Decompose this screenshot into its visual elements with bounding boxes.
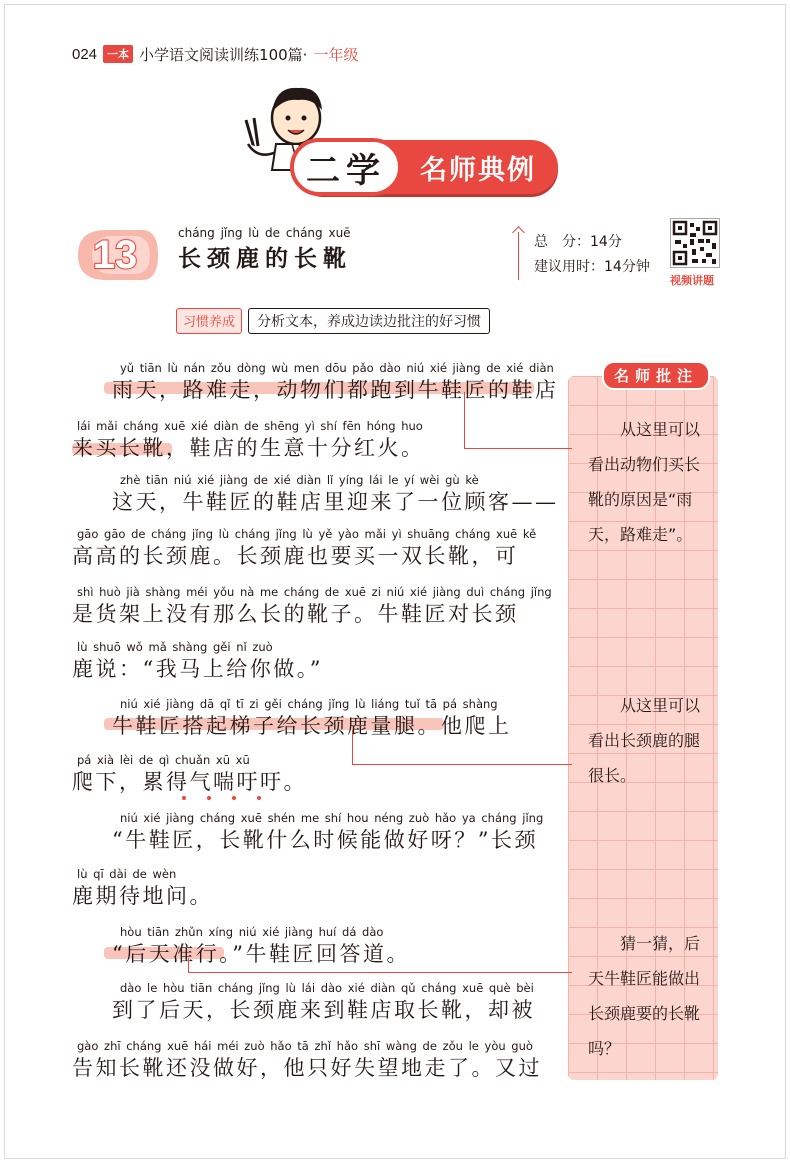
text-line: 告知长靴还没做好，他只好失望地走了。又过 [72, 1056, 542, 1080]
pinyin-line: shì huò jià shàng méi yǒu nà me cháng de xuē zi niú xié jiàng duì cháng jǐng [77, 585, 552, 599]
text-line: “牛鞋匠，长靴什么时候能做好呀？”长颈 [112, 828, 538, 852]
connector-line [352, 764, 572, 765]
text-line: 高高的长颈鹿。长颈鹿也要买一双长靴，可 [72, 544, 519, 568]
pinyin-line: lù shuō wǒ mǎ shàng gěi nǐ zuò [77, 640, 273, 654]
pinyin-line: gào zhī cháng xuē hái méi zuò hǎo tā zhǐ hǎo shī wàng de zǒu le yòu guò [77, 1039, 533, 1053]
pinyin-line: zhè tiān niú xié jiàng de xié diàn lǐ yíng lái le yí wèi gù kè [120, 473, 479, 487]
emphasis-dot [182, 796, 186, 800]
connector-line [188, 972, 572, 973]
qr-code-icon[interactable] [670, 218, 720, 268]
section-title: 名师典例 [420, 154, 536, 186]
title-pinyin: cháng jǐng lù de cháng xuē [178, 226, 351, 240]
notes-title [596, 362, 716, 388]
text-line: 鹿说：“我马上给你做。” [72, 657, 323, 681]
text-line: 牛鞋匠搭起梯子给长颈鹿量腿。他爬上 [112, 714, 512, 738]
emphasis-dot [207, 796, 211, 800]
text-line: “后天准行。”牛鞋匠回答道。 [112, 942, 410, 966]
brand-badge: 一本 [103, 45, 133, 63]
lesson-number-badge [72, 226, 162, 284]
suggested-time: 建议用时：14分钟 [534, 259, 650, 275]
pinyin-line: hòu tiān zhǔn xíng niú xié jiàng huí dá dào [120, 925, 384, 939]
habit-tag: 习惯养成 [176, 308, 242, 334]
grade-label: 一年级 [313, 45, 359, 64]
pinyin-line: yǔ tiān lù nán zǒu dòng wù men dōu pǎo dào niú xié jiàng de xié diàn [120, 361, 554, 375]
page-number: 024 [72, 45, 98, 63]
book-title: 小学语文阅读训练100篇· [139, 45, 308, 64]
text-line: 这天，牛鞋匠的鞋店里迎来了一位顾客—— [112, 490, 559, 514]
connector-line [188, 958, 189, 972]
lesson-title: 长颈鹿的长靴 [178, 245, 352, 272]
pinyin-line: lù qī dài de wèn [77, 867, 177, 881]
pinyin-line: dào le hòu tiān cháng jǐng lù lái dào xié diàn qǔ cháng xuē què bèi [120, 981, 534, 995]
pinyin-line: niú xié jiàng cháng xuē shén me shí hou néng zuò hǎo ya cháng jǐng [120, 811, 544, 825]
total-score: 总 分：14分 [534, 234, 622, 250]
habit-box [176, 308, 490, 334]
note-item: 从这里可以看出动物们买长靴的原因是“雨天，路难走”。 [588, 420, 701, 544]
note-item: 从这里可以看出长颈鹿的腿很长。 [588, 696, 701, 785]
text-line: 是货架上没有那么长的靴子。牛鞋匠对长颈 [72, 602, 519, 626]
video-label[interactable]: 视频讲题 [670, 274, 714, 287]
emphasis-dot [257, 796, 261, 800]
habit-text: 分析文本，养成边读边批注的好习惯 [248, 308, 490, 334]
connector-line [464, 392, 465, 448]
pinyin-line: niú xié jiàng dā qǐ tī zi gěi cháng jǐng lù liáng tuǐ tā pá shàng [120, 697, 498, 711]
emphasis-dot [232, 796, 236, 800]
section-label: 二学 [290, 138, 402, 196]
info-marker-icon [518, 232, 520, 280]
note-item: 猜一猜，后天牛鞋匠能做出长颈鹿要的长靴吗？ [588, 934, 701, 1058]
text-line: 爬下，累得气喘吁吁。 [72, 770, 307, 794]
notes-title-label: 名师批注 [602, 361, 710, 390]
pinyin-line: pá xià lèi de qì chuǎn xū xū [77, 753, 250, 767]
text-line: 到了后天，长颈鹿来到鞋店取长靴，却被 [112, 998, 535, 1022]
running-header [72, 44, 358, 64]
pinyin-line: gāo gāo de cháng jǐng lù cháng jǐng lù yě yào mǎi yì shuāng cháng xuē kě [77, 527, 537, 541]
lesson-info [534, 230, 650, 280]
lesson-number: 13 [92, 232, 138, 277]
connector-line [352, 730, 353, 764]
pinyin-line: lái mǎi cháng xuē xié diàn de shēng yì shí fēn hóng huo [77, 419, 423, 433]
text-line: 鹿期待地问。 [72, 884, 213, 908]
connector-line [464, 448, 572, 449]
text-line: 来买长靴，鞋店的生意十分红火。 [72, 436, 425, 460]
text-line: 雨天，路难走，动物们都跑到牛鞋匠的鞋店 [112, 378, 559, 402]
